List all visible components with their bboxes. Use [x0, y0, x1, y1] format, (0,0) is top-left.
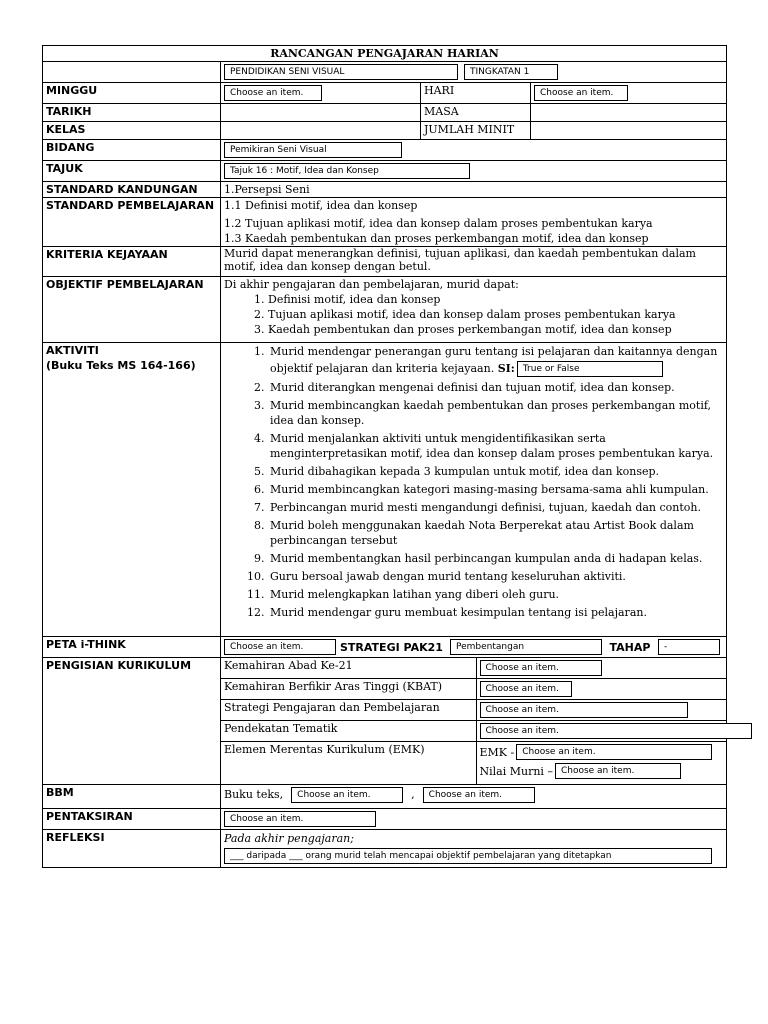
label-jumlah-minit: JUMLAH MINIT [421, 122, 531, 140]
list-item: 9. Murid membentangkan hasil perbincangan kumpulan anda di hadapan kelas. [268, 551, 723, 566]
nilai-murni-select[interactable]: Choose an item. [555, 763, 681, 779]
aktiviti-list [224, 343, 723, 620]
label-bbm: BBM [43, 784, 221, 808]
lesson-plan-sheet [42, 45, 726, 868]
standard-pembelajaran-item: 1.2 Tujuan aplikasi motif, idea dan konsep dalam proses pembentukan karya [224, 217, 653, 230]
standard-pembelajaran-item: 1.1 Definisi motif, idea dan konsep [224, 199, 418, 212]
pentaksiran-select[interactable]: Choose an item. [224, 811, 376, 827]
list-item: 11. Murid melengkapkan latihan yang diberi oleh guru. [268, 587, 723, 602]
list-item: 1. Definisi motif, idea dan konsep [268, 292, 723, 307]
aktiviti-label-cell [43, 343, 221, 637]
minggu-select[interactable]: Choose an item. [224, 85, 322, 101]
objektif-intro: Di akhir pengajaran dan pembelajaran, murid dapat: [224, 278, 519, 291]
standard-pembelajaran-list [221, 198, 727, 247]
label-standard-pembelajaran: STANDARD PEMBELAJARAN [43, 198, 221, 247]
label-tahap: TAHAP [609, 640, 651, 654]
label-kelas: KELAS [43, 122, 221, 140]
list-item: 3. Kaedah pembentukan dan proses perkembangan motif, idea dan konsep [268, 322, 723, 337]
label-strategi: STRATEGI PAK21 [340, 640, 443, 654]
masa-value[interactable] [531, 104, 727, 122]
list-item: 3. Murid membincangkan kaedah pembentukan dan proses perkembangan motif, idea dan konsep. [268, 398, 723, 428]
si-select[interactable]: True or False [517, 361, 663, 377]
pengisian-row-label: Elemen Merentas Kurikulum (EMK) [221, 742, 476, 784]
list-item: 8. Murid boleh menggunakan kaedah Nota Berperekat atau Artist Book dalam perbincangan tersebut [268, 518, 723, 548]
pengisian-row-label: Kemahiran Berfikir Aras Tinggi (KBAT) [221, 679, 476, 700]
emk-label: EMK - [479, 745, 515, 759]
aktiviti-item-text: Murid mendengar penerangan guru tentang isi pelajaran dan kaitannya dengan objektif pelajaran dan kriteria kejayaan. [270, 345, 718, 375]
kelas-value[interactable] [221, 122, 421, 140]
aktiviti-cell [221, 343, 727, 637]
tahap-select[interactable]: - [658, 639, 720, 655]
objektif-cell [221, 277, 727, 343]
label-tarikh: TARIKH [43, 104, 221, 122]
tajuk-field[interactable]: Tajuk 16 : Motif, Idea dan Konsep [224, 163, 470, 179]
list-item: 2. Murid diterangkan mengenai definisi dan tujuan motif, idea dan konsep. [268, 380, 723, 395]
list-item: 2. Tujuan aplikasi motif, idea dan konsep dalam proses pembentukan karya [268, 307, 723, 322]
pengisian-row-label: Strategi Pengajaran dan Pembelajaran [221, 700, 476, 721]
label-standard-kandungan: STANDARD KANDUNGAN [43, 182, 221, 198]
lesson-plan-table [42, 45, 727, 868]
label-masa: MASA [421, 104, 531, 122]
refleksi-field[interactable]: ___ daripada ___ orang murid telah mencapai objektif pembelajaran yang ditetapkan [224, 848, 712, 864]
label-hari: HARI [421, 83, 531, 104]
emk-select[interactable]: Choose an item. [516, 744, 712, 760]
kbat-select[interactable]: Choose an item. [480, 681, 572, 697]
label-bidang: BIDANG [43, 140, 221, 161]
standard-pembelajaran-item: 1.3 Kaedah pembentukan dan proses perkembangan motif, idea dan konsep [224, 232, 649, 245]
refleksi-intro: Pada akhir pengajaran; [224, 831, 354, 845]
tematik-select[interactable]: Choose an item. [480, 723, 752, 739]
standard-kandungan-value: 1.Persepsi Seni [221, 182, 727, 198]
label-aktiviti: AKTIVITI [46, 344, 99, 357]
bbm-select-1[interactable]: Choose an item. [291, 787, 403, 803]
bbm-text: Buku teks, [224, 788, 284, 801]
strategi-select[interactable]: Pembentangan [450, 639, 602, 655]
list-item: 10. Guru bersoal jawab dengan murid tentang keseluruhan aktiviti. [268, 569, 723, 584]
label-minggu: MINGGU [43, 83, 221, 104]
list-item: 4. Murid menjalankan aktiviti untuk mengidentifikasikan serta menginterpretasikan motif, idea dan konsep dalam proses pembentukan karya. [268, 431, 723, 461]
subject-field[interactable]: PENDIDIKAN SENI VISUAL [224, 64, 458, 80]
list-item [268, 343, 723, 377]
bidang-field[interactable]: Pemikiran Seni Visual [224, 142, 402, 158]
objektif-list [224, 292, 723, 337]
kriteria-value: Murid dapat menerangkan definisi, tujuan aplikasi, dan kaedah pembentukan dalam motif, idea dan konsep dengan betul. [221, 247, 727, 277]
label-kriteria-kejayaan: KRITERIA KEJAYAAN [43, 247, 221, 277]
label-aktiviti-ref: (Buku Teks MS 164-166) [46, 359, 196, 372]
label-peta: PETA i-THINK [43, 637, 221, 658]
label-pengisian: PENGISIAN KURIKULUM [43, 658, 221, 785]
list-item: 12. Murid mendengar guru membuat kesimpulan tentang isi pelajaran. [268, 605, 723, 620]
label-objektif: OBJEKTIF PEMBELAJARAN [43, 277, 221, 343]
jumlah-minit-value[interactable] [531, 122, 727, 140]
form-field[interactable]: TINGKATAN 1 [464, 64, 558, 80]
bbm-select-2[interactable]: Choose an item. [423, 787, 535, 803]
pengisian-row-label: Kemahiran Abad Ke-21 [221, 658, 476, 679]
list-item: 6. Murid membincangkan kategori masing-masing bersama-sama ahli kumpulan. [268, 482, 723, 497]
hari-select[interactable]: Choose an item. [534, 85, 628, 101]
peta-select[interactable]: Choose an item. [224, 639, 336, 655]
si-label: SI: [497, 362, 515, 375]
list-item: 5. Murid dibahagikan kepada 3 kumpulan untuk motif, idea dan konsep. [268, 464, 723, 479]
list-item: 7. Perbincangan murid mesti mengandungi definisi, tujuan, kaedah dan contoh. [268, 500, 723, 515]
pengisian-row-label: Pendekatan Tematik [221, 721, 476, 742]
bbm-separator: , [411, 788, 415, 801]
label-pentaksiran: PENTAKSIRAN [43, 808, 221, 829]
nilai-murni-label: Nilai Murni – [479, 764, 553, 778]
page-title: RANCANGAN PENGAJARAN HARIAN [43, 46, 727, 62]
label-refleksi: REFLEKSI [43, 829, 221, 867]
abad-21-select[interactable]: Choose an item. [480, 660, 602, 676]
pengisian-table [221, 658, 726, 784]
tarikh-value[interactable] [221, 104, 421, 122]
label-tajuk: TAJUK [43, 161, 221, 182]
strategi-pdp-select[interactable]: Choose an item. [480, 702, 688, 718]
